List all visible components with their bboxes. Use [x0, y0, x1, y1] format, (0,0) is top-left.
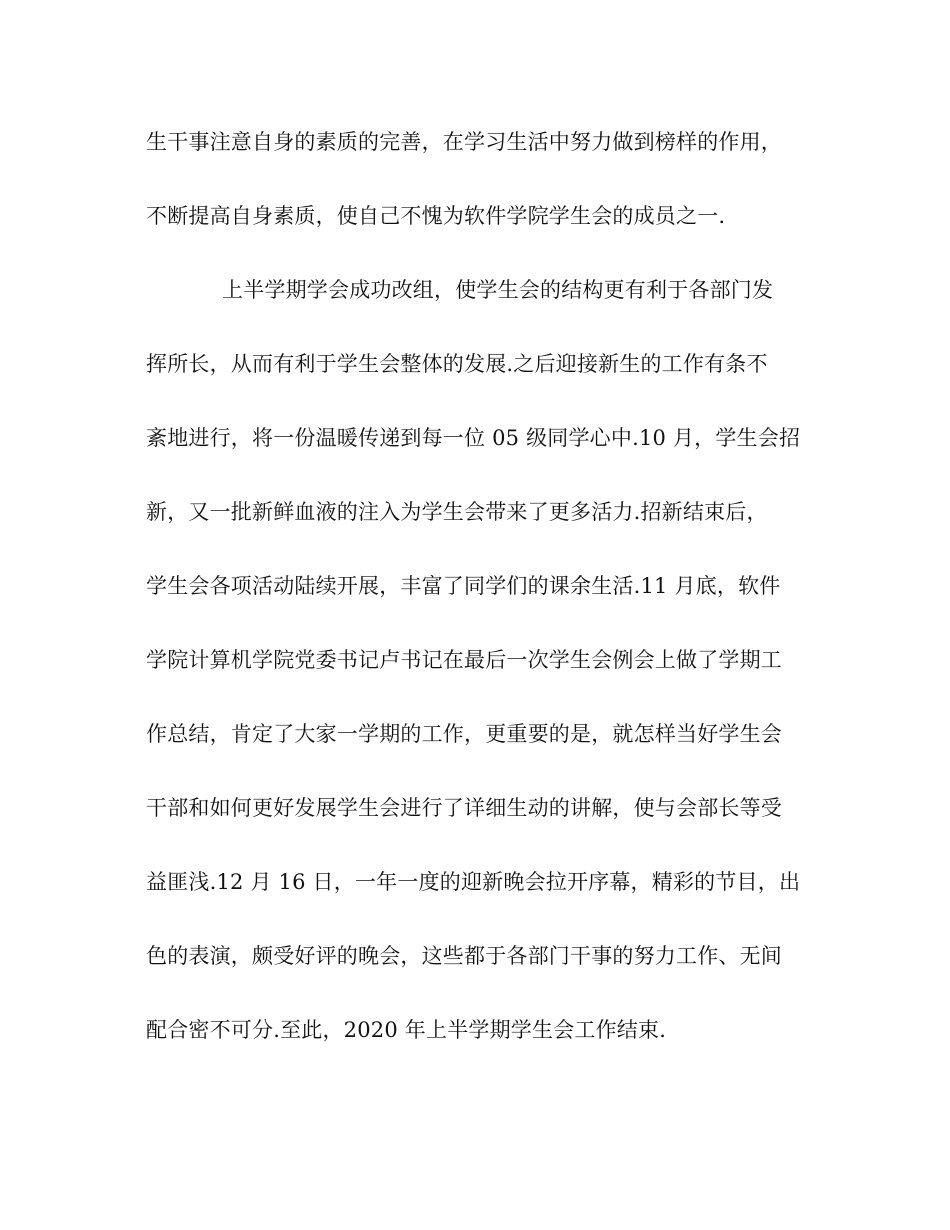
body-text — [146, 122, 806, 1084]
text-line: 作总结，肯定了大家一学期的工作，更重要的是，就怎样当好学生会 — [146, 722, 782, 746]
text-line: 不断提高自身素质，使自己不愧为软件学院学生会的成员之一. — [146, 204, 726, 228]
text-line: 学院计算机学院党委书记卢书记在最后一次学生会例会上做了学期工 — [146, 648, 782, 672]
text-line: 学生会各项活动陆续开展，丰富了同学们的课余生活.11 月底，软件 — [146, 574, 781, 598]
text-line: 益匪浅.12 月 16 日，一年一度的迎新晚会拉开序幕，精彩的节目，出 — [146, 870, 801, 894]
text-line: 色的表演，颇受好评的晚会，这些都于各部门干事的努力工作、无间 — [146, 944, 782, 968]
paragraph-start-line: 上半学期学会成功改组，使学生会的结构更有利于各部门发 — [222, 278, 774, 302]
text-line: 紊地进行，将一份温暖传递到每一位 05 级同学心中.10 月，学生会招 — [146, 426, 801, 450]
text-line: 干部和如何更好发展学生会进行了详细生动的讲解，使与会部长等受 — [146, 796, 782, 820]
text-line: 挥所长，从而有利于学生会整体的发展.之后迎接新生的工作有条不 — [146, 352, 768, 376]
paragraph-end-line: 配合密不可分.至此，2020 年上半学期学生会工作结束. — [146, 1018, 667, 1042]
text-line: 生干事注意自身的素质的完善，在学习生活中努力做到榜样的作用， — [146, 130, 782, 154]
text-line: 新，又一批新鲜血液的注入为学生会带来了更多活力.招新结束后， — [146, 500, 768, 524]
